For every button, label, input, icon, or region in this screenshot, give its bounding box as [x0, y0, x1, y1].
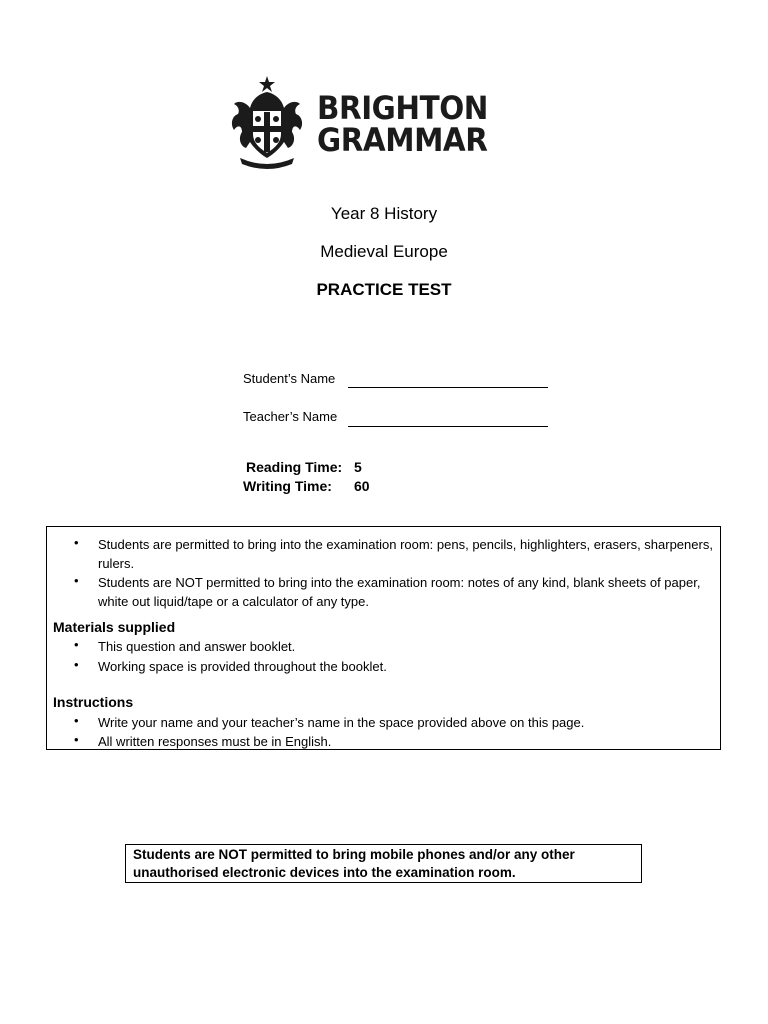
school-wordmark — [317, 89, 503, 159]
reading-time-value: 5 — [354, 459, 362, 475]
list-item: This question and answer booklet. — [98, 639, 296, 654]
reading-time-label: Reading Time: — [246, 459, 343, 475]
list-item: Working space is provided throughout the booklet. — [98, 659, 387, 674]
school-logo — [228, 74, 488, 170]
bullet-icon: • — [74, 535, 79, 550]
teacher-name-label: Teacher’s Name — [243, 409, 338, 424]
bullet-icon: • — [74, 732, 79, 747]
subject-title: Year 8 History — [330, 204, 438, 223]
bullet-icon: • — [74, 573, 79, 588]
student-name-label: Student’s Name — [243, 371, 336, 386]
list-item: Students are permitted to bring into the examination room: pens, pencils, highlighters, erasers, sharpeners, rulers. — [98, 537, 713, 571]
list-item: Students are NOT permitted to bring into the examination room: notes of any kind, blank sheets of paper, white out liquid/tape or a calculator of any type. — [98, 575, 701, 609]
instructions-heading: Instructions — [53, 694, 134, 710]
wordmark-line-1: BRIGHTON — [317, 89, 488, 127]
materials-heading: Materials supplied — [53, 619, 176, 635]
school-crest-icon — [228, 74, 306, 170]
bullet-icon: • — [74, 713, 79, 728]
topic-title: Medieval Europe — [320, 242, 448, 261]
devices-notice: Students are NOT permitted to bring mobile phones and/or any other unauthorised electronic devices into the examination room. — [125, 844, 642, 883]
test-title: PRACTICE TEST — [316, 280, 452, 299]
bullet-icon: • — [74, 637, 79, 652]
list-item: Write your name and your teacher’s name in the space provided above on this page. — [98, 715, 585, 730]
writing-time-value: 60 — [354, 478, 370, 494]
exam-rules-box — [46, 526, 721, 750]
student-name-line[interactable] — [348, 387, 548, 388]
list-item: All written responses must be in English. — [98, 734, 332, 749]
bullet-icon: • — [74, 657, 79, 672]
teacher-name-line[interactable] — [348, 426, 548, 427]
writing-time-label: Writing Time: — [243, 478, 332, 494]
wordmark-line-2: GRAMMAR — [317, 121, 488, 159]
